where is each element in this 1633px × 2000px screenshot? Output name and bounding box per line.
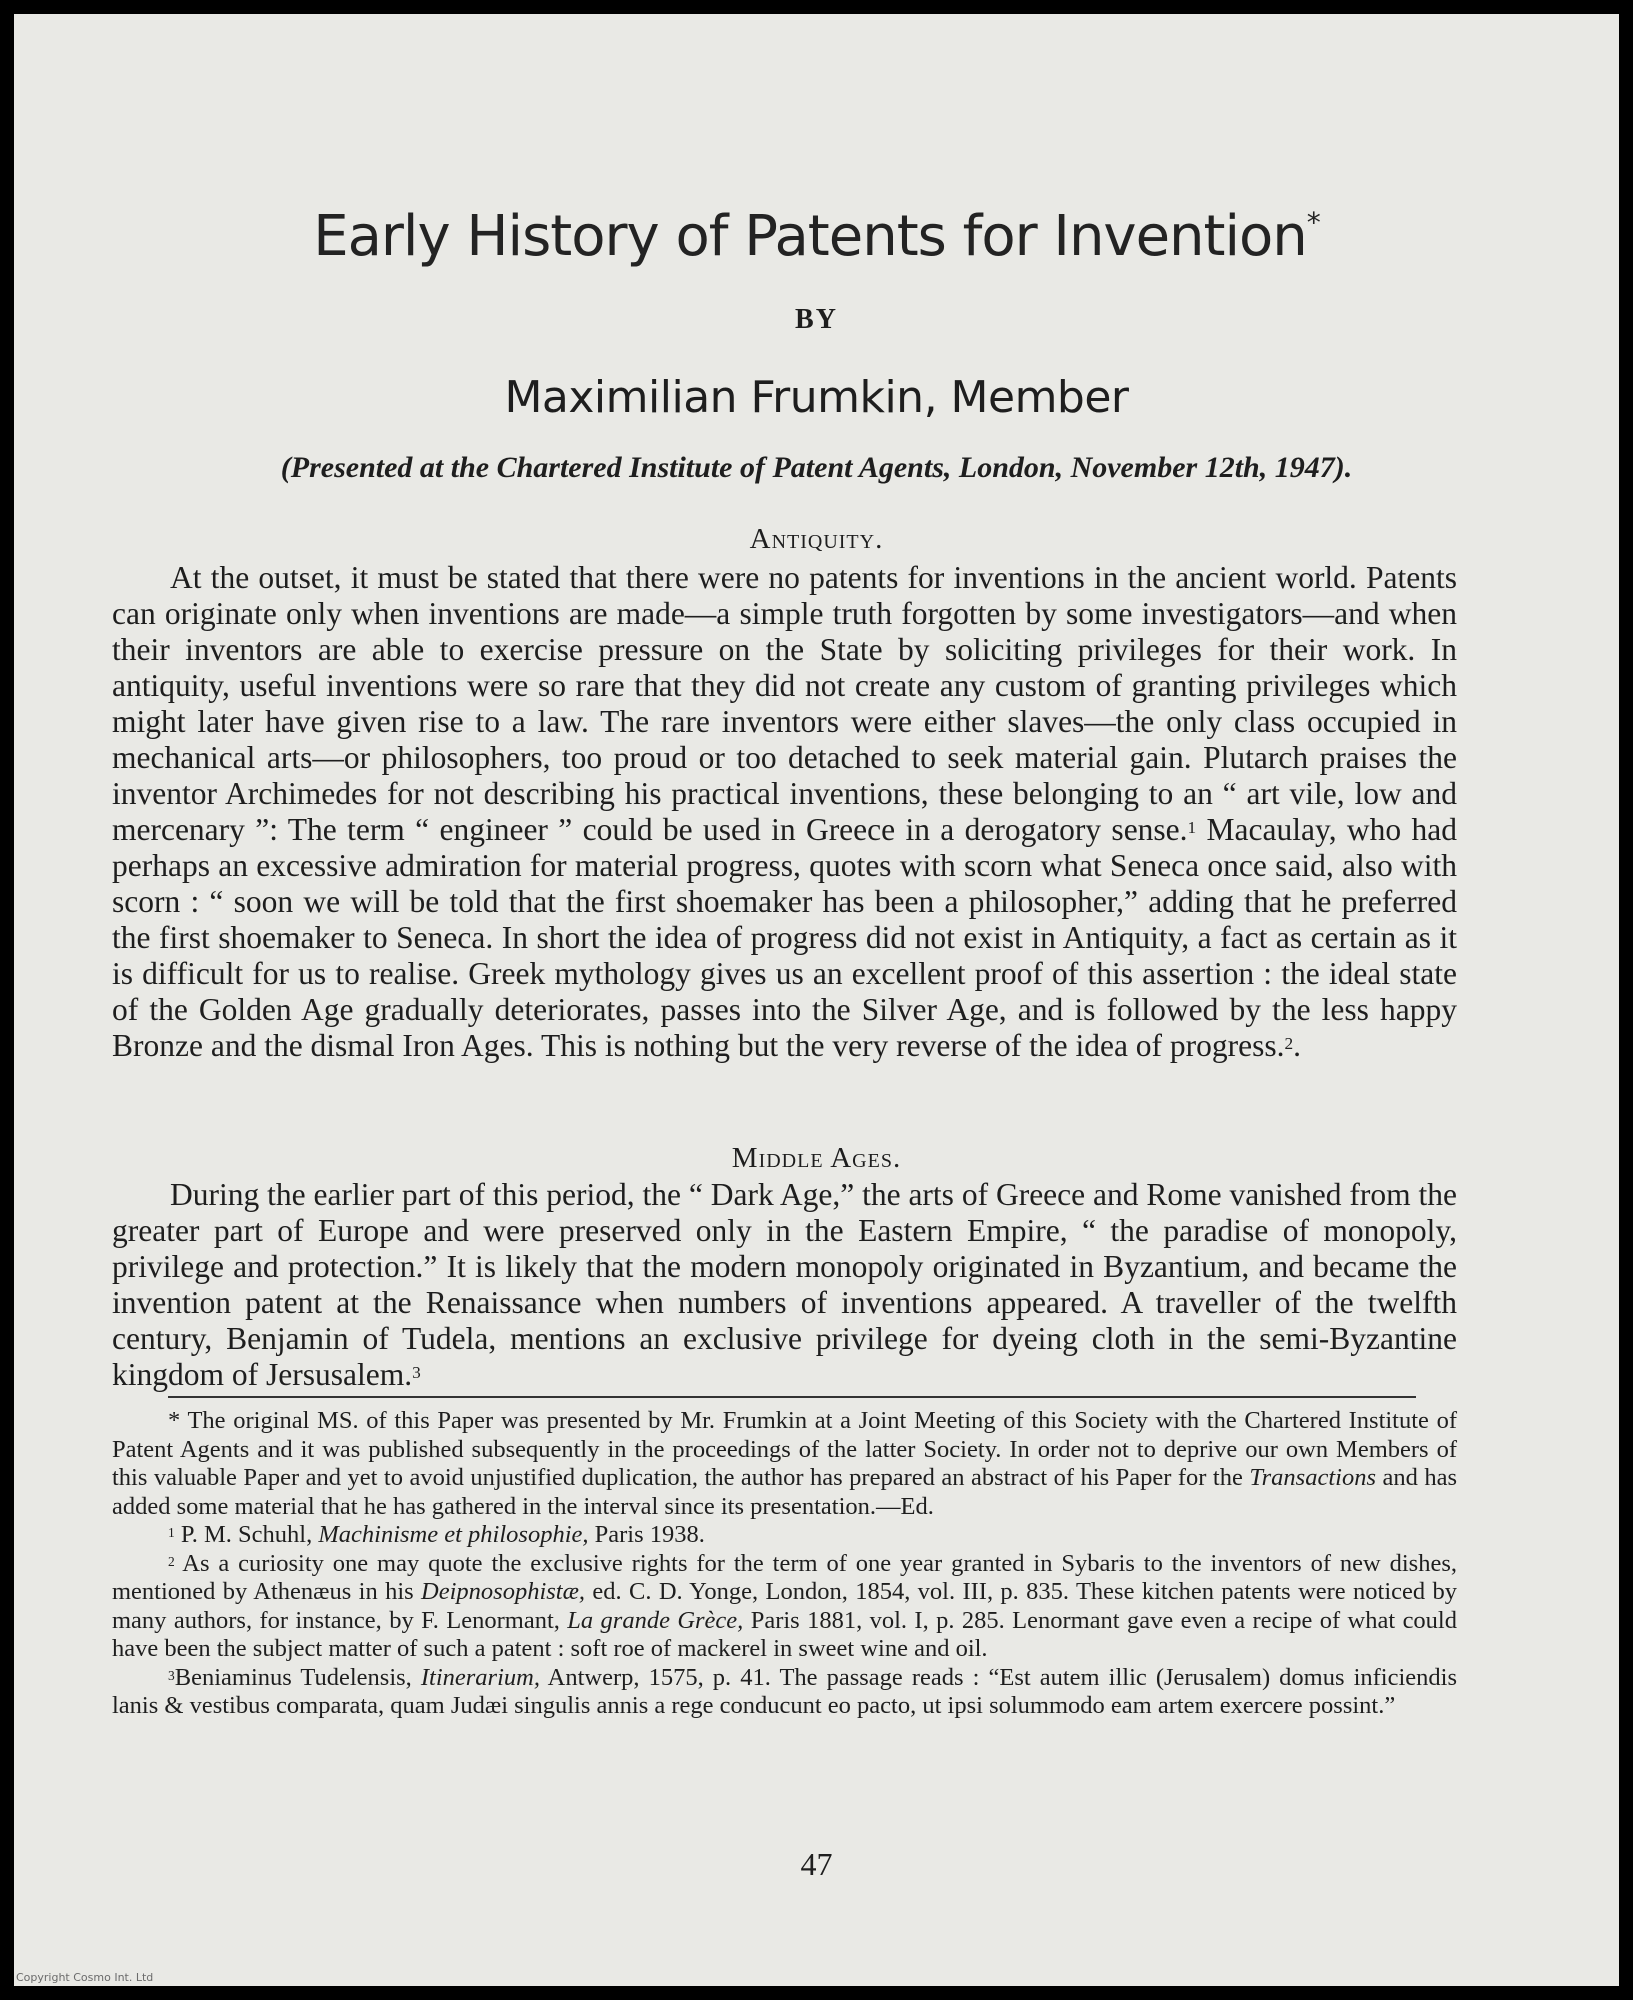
antiquity-text-2: Macaulay, who had perhaps an excessive admiration for material progress, quotes with scorn what Seneca once said, also with scorn : “ soon we will be told that the first shoemaker has been a philosopher,” adding that he preferred the first shoemaker to Seneca. In short the idea of progress did not exist in Antiquity, a fact as certain as it is difficult for us to realise. Greek mythology gives us an excellent proof of this assertion : the ideal state of the Golden Age gradually deteriorates, passes into the Silver Age, and is followed by the less happy Bronze and the dismal Iron Ages. This is nothing but the very reverse of the idea of progress. (112, 812, 1457, 1063)
footnote-2-text-b: ed. C. D. Yonge, London, 1854, vol. III, p. 835. These kitchen patents were noticed by many authors, for instance, by F. Lenormant, (112, 1578, 1458, 1634)
footnote-2-italic-2: La grande Grèce, (567, 1606, 744, 1634)
copyright-notice: Copyright Cosmo Int. Ltd (16, 1971, 154, 1984)
footnote-ref-2: 2 (1284, 1034, 1294, 1053)
antiquity-paragraph (112, 560, 1457, 1064)
footnote-1-text-a: P. M. Schuhl, (174, 1521, 319, 1548)
footnotes (112, 1407, 1457, 1721)
byline-label: BY (795, 304, 838, 335)
footnote-1 (112, 1521, 1457, 1550)
footnote-ref-1: 1 (1187, 818, 1197, 837)
footnote-1-italic: Machinisme et philosophie, (318, 1521, 589, 1548)
footnote-3-text-b: Antwerp, 1575, p. 41. The passage reads : “Est autem illic (Jerusalem) domus inficiendis lanis & vestibus comparata, quam Judæi singulis annis a rege conducunt eo pacto, ut ipsi solummodo eam artem exercere possint.” (112, 1663, 1457, 1719)
author-name: Maximilian Frumkin, Member (504, 372, 1129, 423)
footnote-1-mark: 1 (168, 1525, 175, 1540)
footnote-3-text-a: Beniaminus Tudelensis, (174, 1663, 421, 1691)
title-footnote-mark: * (1306, 206, 1320, 239)
footnote-3-mark: 3 (168, 1667, 175, 1683)
footnote-star-text-b: and has added some material that he has gathered in the interval since its presentation.—Ed. (112, 1464, 1457, 1520)
footnote-star-italic: Transactions (1249, 1464, 1376, 1491)
middle-ages-paragraph (112, 1177, 1457, 1393)
footnote-3-italic: Itinerarium, (420, 1663, 540, 1691)
footnote-star-text-a: The original MS. of this Paper was presented by Mr. Frumkin at a Joint Meeting of this Society with the Chartered Institute of Patent Agents and it was published subsequently in the proceedings of the latter Society. In order not to deprive our own Members of this valuable Paper and yet to avoid unjustified duplication, the author has prepared an abstract of his Paper for the (112, 1407, 1457, 1491)
footnote-ref-3: 3 (412, 1363, 421, 1382)
middle-ages-body (112, 1177, 1457, 1393)
footnote-2-text-c: Paris 1881, vol. I, p. 285. Lenormant gave even a recipe of what could have been the subject matter of such a patent : soft roe of mackerel in sweet wine and oil. (112, 1606, 1457, 1662)
article-title-text: Early History of Patents for Invention (313, 204, 1307, 269)
section-heading-antiquity: Antiquity. (749, 523, 884, 555)
footnote-1-text-b: Paris 1938. (588, 1521, 705, 1548)
footnote-3 (112, 1664, 1457, 1721)
page-number: 47 (800, 1846, 833, 1882)
footnote-2-mark: 2 (168, 1553, 175, 1569)
footnote-2 (112, 1550, 1457, 1664)
footnote-divider (168, 1396, 1416, 1398)
presentation-note: (Presented at the Chartered Institute of Patent Agents, London, November 12th, 1947). (280, 451, 1353, 484)
article-title (14, 204, 1619, 269)
antiquity-body (112, 560, 1457, 1064)
antiquity-text-1: At the outset, it must be stated that there were no patents for inventions in the ancient world. Patents can originate only when inventions are made—a simple truth forgotten by some investigators—and when their inventors are able to exercise pressure on the State by soliciting privileges for their work. In antiquity, useful inventions were so rare that they did not create any custom of granting privileges which might later have given rise to a law. The rare inventors were either slaves—the only class occupied in mechanical arts—or philosophers, too proud or too detached to seek material gain. Plutarch praises the inventor Archimedes for not describing his practical inventions, these belonging to an “ art vile, low and mercenary ”: The term “ engineer ” could be used in Greece in a derogatory sense. (112, 560, 1457, 847)
section-heading-middle-ages: Middle Ages. (731, 1142, 902, 1174)
footnote-star-mark: * (168, 1407, 181, 1434)
document-page (14, 14, 1619, 1986)
footnote-2-italic-1: Deipnosophistæ, (421, 1578, 586, 1605)
antiquity-text-3: . (1293, 1028, 1302, 1063)
footnote-star (112, 1407, 1457, 1521)
footnote-2-text-a: As a curiosity one may quote the exclusive rights for the term of one year granted in Sybaris to the inventors of new dishes, mentioned by Athenæus in his (112, 1549, 1457, 1605)
middle-ages-text-1: During the earlier part of this period, the “ Dark Age,” the arts of Greece and Rome vanished from the greater part of Europe and were preserved only in the Eastern Empire, “ the paradise of monopoly, privilege and protection.” It is likely that the modern monopoly originated in Byzantium, and became the invention patent at the Renaissance when numbers of inventions appeared. A traveller of the twelfth century, Benjamin of Tudela, mentions an exclusive privilege for dyeing cloth in the semi-Byzantine kingdom of Jersusalem. (112, 1177, 1457, 1392)
